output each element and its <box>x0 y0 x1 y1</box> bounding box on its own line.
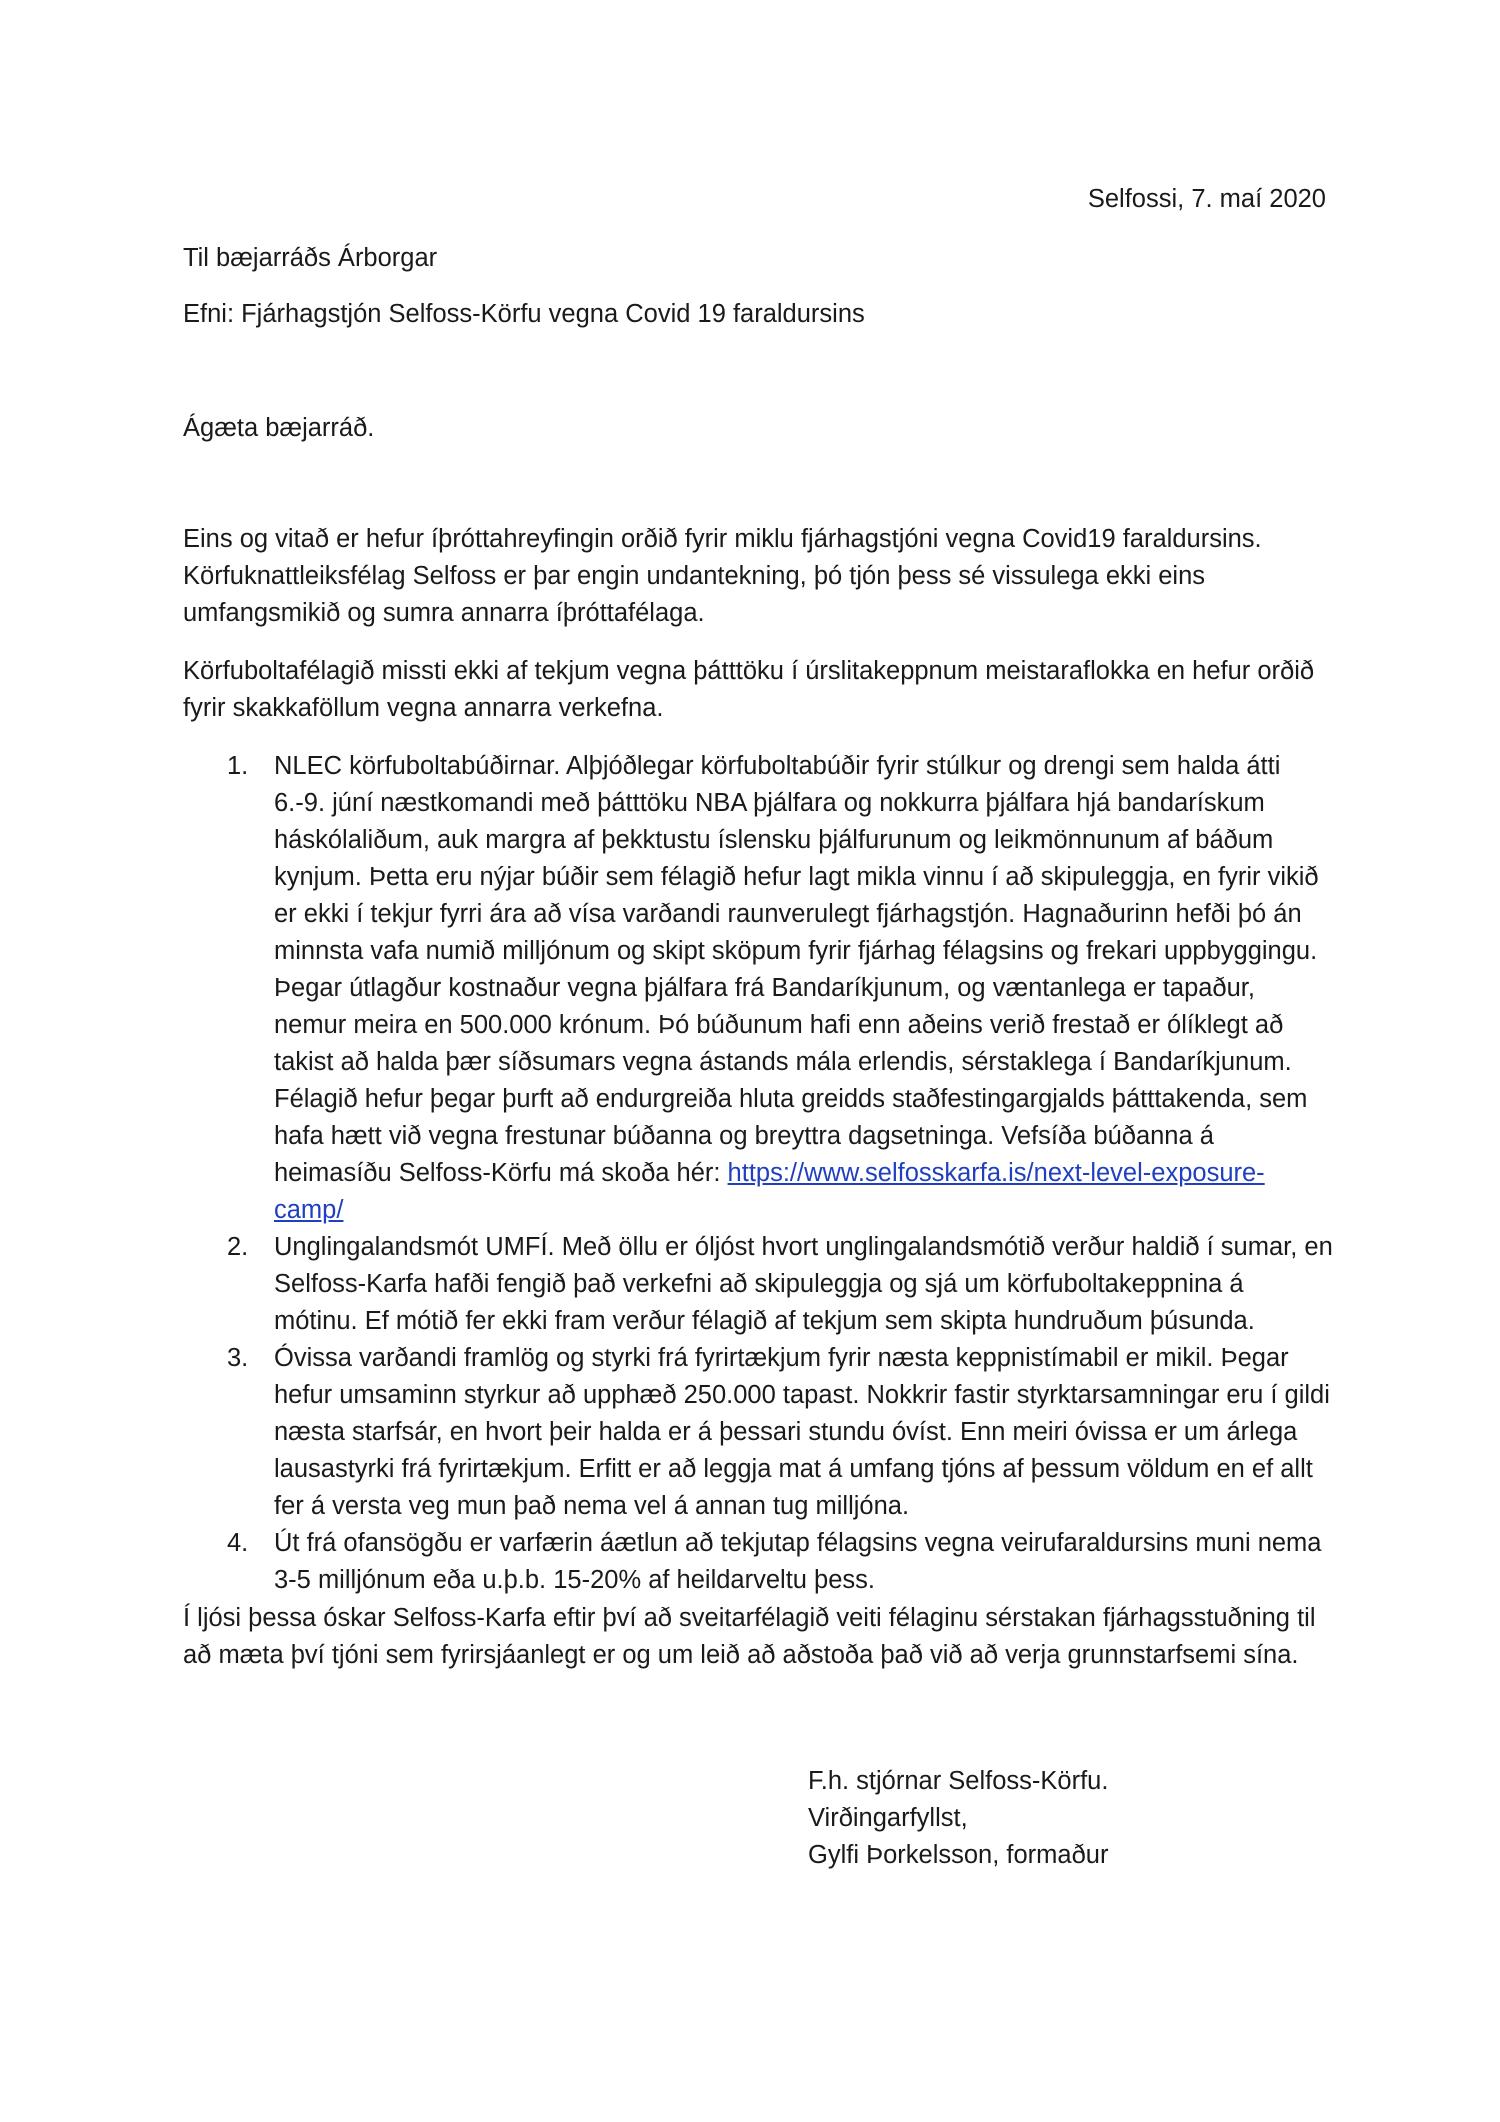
list-item-text: Út frá ofansögðu er varfærin áætlun að tekjutap félagsins vegna veirufaraldursins muni nema 3-5 milljónum eða u.þ.b. 15-20% af heildarveltu þess. <box>274 1529 1322 1594</box>
list-item-text: NLEC körfuboltabúðirnar. Alþjóðlegar körfuboltabúðir fyrir stúlkur og drengi sem halda átti 6.-9. júní næstkomandi með þátttöku NBA þjálfara og nokkurra þjálfara hjá bandarískum háskólaliðum, auk margra af þekktustu íslensku þjálfurunum og leikmönnunum af báðum kynjum. Þetta eru nýjar búðir sem félagið hefur lagt mikla vinnu í að skipuleggja, en fyrir vikið er ekki í tekjur fyrri ára að vísa varðandi raunverulegt fjárhagstjón. Hagnaðurinn hefði þó án minnsta vafa numið milljónum og skipt sköpum fyrir fjárhag félagsins og frekari uppbyggingu. Þegar útlagður kostnaður vegna þjálfara frá Bandaríkjunum, og væntanlega er tapaður, nemur meira en 500.000 krónum. Þó búðunum hafi enn aðeins verið frestað er ólíklegt að takist að halda þær síðsumars vegna ástands mála erlendis, sérstaklega í Bandaríkjunum. Félagið hefur þegar þurft að endurgreiða hluta greidds staðfestingargjalds þátttakenda, sem hafa hætt við vegna frestunar búðanna og breyttra dagsetninga. Vefsíða búðanna á heimasíðu Selfoss-Körfu má skoða hér: <box>274 752 1319 1187</box>
letter-recipient: Til bæjarráðs Árborgar <box>183 244 438 272</box>
list-item-text: Unglingalandsmót UMFÍ. Með öllu er óljóst hvort unglingalandsmótið verður haldið í sumar, en Selfoss-Karfa hafði fengið það verkefni að skipuleggja og sjá um körfuboltakeppnina á mótinu. Ef mótið fer ekki fram verður félagið af tekjum sem skipta hundruðum þúsunda. <box>274 1233 1333 1335</box>
letter-date: Selfossi, 7. maí 2020 <box>1087 185 1326 213</box>
closing-paragraph: Í ljósi þessa óskar Selfoss-Karfa eftir því að sveitarfélagið veiti félaginu sérstakan fjárhagsstuðning til að mæta því tjóni sem fyrirsjáanlegt er og um leið að aðstoða það við að verja grunnstarfsemi sína. <box>183 1604 1316 1669</box>
list-item <box>183 1229 1333 1340</box>
list-item-number: 1. <box>227 752 249 780</box>
list-item-text: Óvissa varðandi framlög og styrki frá fyrirtækjum fyrir næsta keppnistímabil er mikil. Þegar hefur umsaminn styrkur að upphæð 250.000 tapast. Nokkrir fastir styrktarsamningar eru í gildi næsta starfsár, en hvort þeir halda er á þessari stundu óvíst. Enn meiri óvissa er um árlega lausastyrki frá fyrirtækjum. Erfitt er að leggja mat á umfang tjóns af þessum völdum en ef allt fer á versta veg mun það nema vel á annan tug milljóna. <box>274 1344 1330 1520</box>
signature-block <box>808 1763 1108 1874</box>
list-item <box>183 1525 1333 1599</box>
list-item-number: 4. <box>227 1529 249 1557</box>
signature-salutation: Virðingarfyllst, <box>808 1804 968 1832</box>
losses-list <box>183 748 1333 1599</box>
letter-subject: Efni: Fjárhagstjón Selfoss-Körfu vegna Covid 19 faraldursins <box>183 300 865 328</box>
intro-paragraph: Eins og vitað er hefur íþróttahreyfingin orðið fyrir miklu fjárhagstjóni vegna Covid19 faraldursins. Körfuknattleiksfélag Selfoss er þar engin undantekning, þó tjón þess sé vissulega ekki eins umfangsmikið og sumra annarra íþróttafélaga. <box>183 525 1262 627</box>
signature-name: Gylfi Þorkelsson, formaður <box>808 1841 1109 1869</box>
signature-on-behalf: F.h. stjórnar Selfoss-Körfu. <box>808 1767 1109 1795</box>
context-paragraph: Körfuboltafélagið missti ekki af tekjum vegna þátttöku í úrslitakeppnum meistaraflokka en hefur orðið fyrir skakkaföllum vegna annarra verkefna. <box>183 657 1315 722</box>
camp-website-link[interactable]: https://www.selfosskarfa.is/next-level-exposure-camp/ <box>274 1159 1265 1224</box>
list-item-number: 3. <box>227 1344 249 1372</box>
list-item <box>183 1340 1333 1525</box>
list-item-number: 2. <box>227 1233 249 1261</box>
letter-greeting: Ágæta bæjarráð. <box>183 414 375 442</box>
list-item <box>183 748 1333 1229</box>
